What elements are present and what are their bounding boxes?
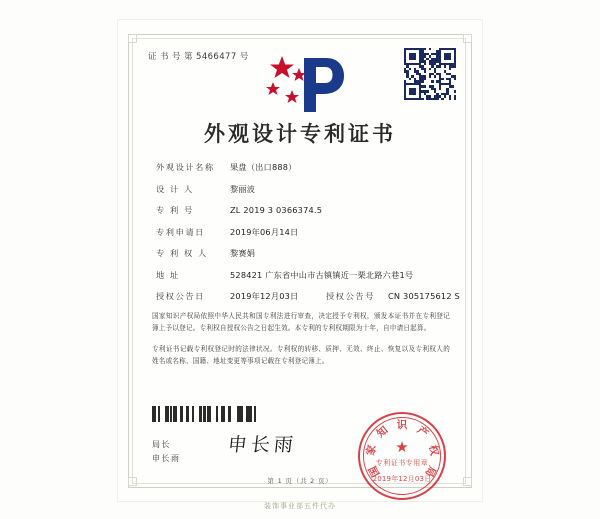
field-label-secondary: 授权公告号	[326, 291, 375, 301]
field-label: 外观设计名称	[156, 162, 215, 172]
official-seal: ★ 专利证书专用章 2019年12月03日 国 家 知 识 产 权 局	[358, 412, 446, 500]
field-value: ZL 2019 3 0366374.5	[230, 205, 323, 215]
barcode	[152, 406, 256, 422]
field-label: 专利申请日	[156, 226, 205, 237]
field-patentee	[156, 248, 446, 259]
legal-text	[152, 310, 450, 376]
national-emblem-icon	[252, 54, 348, 116]
field-grant-announcement	[156, 291, 460, 302]
certificate-scan	[118, 20, 482, 501]
field-application-date	[156, 227, 446, 238]
page-title: 外观设计专利证书	[204, 122, 396, 146]
field-value: 黎赛娟	[230, 248, 256, 258]
certificate-fields	[156, 162, 460, 313]
field-designer	[156, 184, 446, 195]
corner-mark-top-left	[128, 34, 137, 43]
certificate-number: 证 书 号 第 5466477 号	[148, 52, 249, 62]
signature-block	[152, 438, 181, 466]
field-label: 设 计 人	[156, 183, 194, 194]
field-patent-number	[156, 205, 446, 216]
field-label: 授权公告日	[156, 291, 205, 301]
seal-mid-text: 专利证书专用章	[375, 459, 429, 467]
seal-star-icon: ★	[395, 438, 409, 456]
field-label: 专 利 权 人	[156, 248, 208, 258]
field-value: 2019年06月14日	[230, 226, 299, 237]
page-indicator: 第 1 页（共 2 页）	[267, 477, 333, 485]
signature-name: 申长雨	[152, 454, 181, 463]
qr-code-icon	[402, 46, 458, 102]
legal-paragraph-2: 专利证书记载专利权登记时的法律状况。专利权的转移、质押、无效、终止、恢复以及专利权人的姓名或名称、国籍、地址变更等事项记载在专利登记簿上。	[152, 345, 450, 365]
seal-date: 2019年12月03日	[372, 475, 432, 483]
legal-paragraph-1: 国家知识产权局依照中华人民共和国专利法进行审查，决定授予专利权，颁发本证书并在专利登记簿上予以登记。专利权自授权公告之日起生效。本专利的专利权期限为十年，自申请日起算。	[152, 312, 450, 332]
field-label: 地 址	[156, 269, 180, 280]
field-value: 528421 广东省中山市古镇镇近一栗北路六巷1号	[230, 269, 414, 280]
field-design-name	[156, 162, 446, 173]
field-address	[156, 270, 446, 281]
field-value: 黎丽波	[230, 183, 256, 194]
field-value: 果盘（出口888）	[230, 162, 297, 172]
field-label: 专 利 号	[156, 205, 194, 215]
field-value-secondary: CN 305175612 S	[388, 291, 460, 301]
signature-role: 局长	[152, 440, 171, 449]
field-value: 2019年12月03日	[230, 291, 299, 301]
corner-mark-top-right	[463, 34, 472, 43]
footer-note: 装饰事业部五件代办	[264, 502, 336, 510]
handwritten-signature: 申长雨	[226, 434, 299, 456]
